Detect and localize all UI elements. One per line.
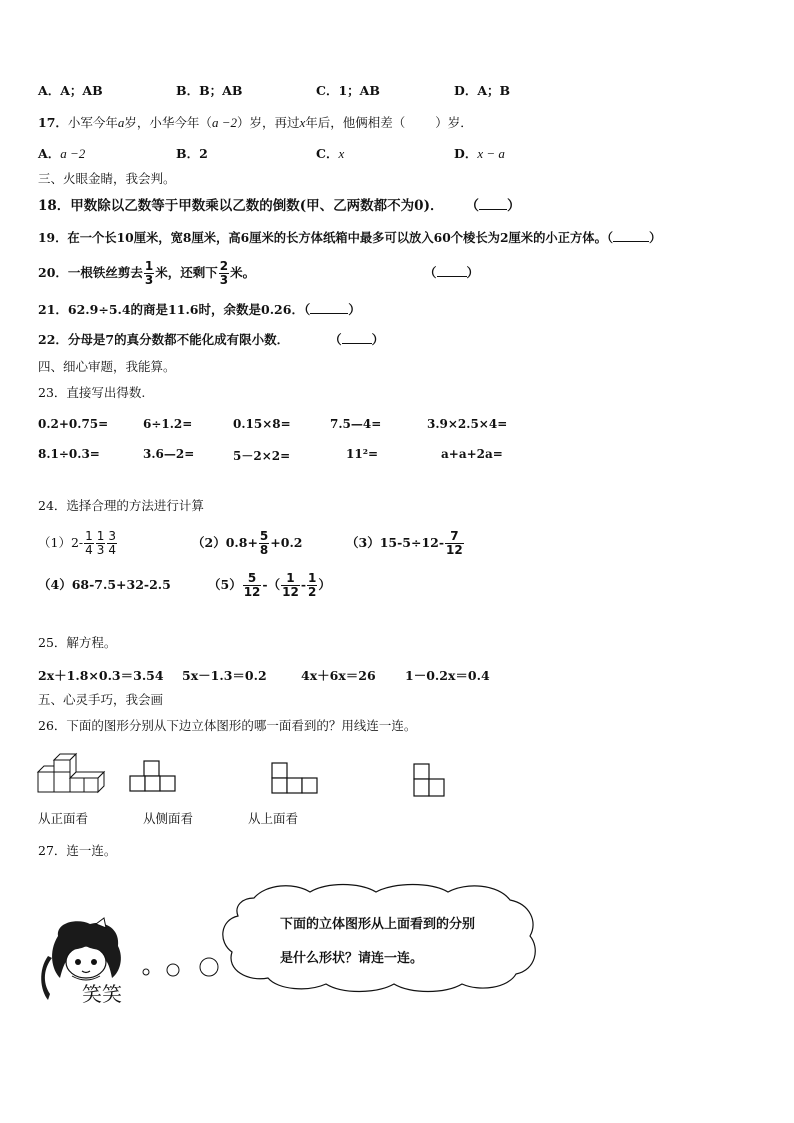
view-shape-b	[272, 762, 318, 794]
q24-p5-f2-num: 1	[281, 572, 300, 586]
q24-part-1	[38, 528, 118, 558]
q17-text-3: ）岁，再过	[236, 115, 300, 130]
q23-r2-c5: a+a+2a=	[441, 447, 503, 461]
q16-option-a: A．A；AB	[38, 83, 103, 98]
q23-r1-c4: 7.5—4=	[330, 417, 382, 431]
character-name-label: 笑笑	[82, 982, 122, 1006]
q21-question	[38, 301, 361, 319]
q24-p5-fraction-2	[281, 572, 300, 599]
q23-r2-c1: 8.1÷0.3=	[38, 447, 100, 461]
q22-close-paren: ）	[371, 332, 385, 347]
q24-p2-num: 5	[259, 529, 269, 543]
q24-p5-mid: -（	[262, 577, 281, 592]
q24-p2-fraction	[259, 530, 269, 557]
solid-figure	[36, 754, 102, 796]
section-4-heading: 四、细心审题，我能算。	[38, 359, 176, 374]
q17-option-c-label: C．	[316, 146, 339, 161]
q24-part-3	[346, 528, 465, 558]
q24-p3-den: 12	[446, 543, 463, 557]
q24-part-5	[208, 568, 331, 602]
q20-fraction-1-denominator: 3	[144, 273, 154, 287]
q17-expr: a −2	[211, 115, 237, 130]
q20-question	[38, 260, 255, 287]
q23-r2-c2: 3.6—2=	[143, 447, 195, 461]
q17-option-c	[316, 145, 344, 163]
q18-text: 18．甲数除以乙数等于甲数乘以乙数的倒数(甲、乙两数都不为0)．	[38, 198, 444, 214]
q18-open-paren: （	[465, 198, 479, 214]
q20-text-3: 米。	[230, 265, 256, 280]
q24-p1-f1-den: 4	[85, 543, 93, 557]
q24-p1-f2-num: 1	[96, 529, 105, 543]
q24-p5-dash: -	[300, 577, 307, 592]
q27-title: 27．连一连。	[38, 843, 117, 858]
q20-fraction-2	[219, 260, 229, 287]
q24-p5-close: ）	[318, 577, 331, 592]
q23-r2-c3: 5－2×2=	[233, 449, 291, 463]
q21-answer-blank[interactable]	[310, 313, 348, 314]
q24-p5-fraction-3	[307, 572, 317, 599]
thought-circles	[140, 954, 222, 980]
q20-close-paren: ）	[466, 265, 480, 280]
section-3-heading: 三、火眼金睛，我会判。	[38, 171, 176, 186]
q16-option-c: C．1；AB	[316, 83, 380, 98]
q24-p1-f3-num: 3	[108, 529, 117, 543]
q24-p3-fraction	[445, 530, 464, 557]
q20-fraction-2-numerator: 2	[219, 259, 229, 273]
q18-close-paren: ）	[506, 198, 521, 214]
view-shape-a	[130, 760, 176, 792]
q22-question	[38, 331, 384, 349]
q24-title: 24．选择合理的方法进行计算	[38, 498, 204, 513]
q24-p5-f2-den: 12	[282, 585, 299, 599]
q20-open-paren: （	[424, 265, 437, 280]
q17-text-2: 岁，小华今年（	[124, 115, 212, 130]
q25-eq-1: 2x＋1.8×0.3＝3.54	[38, 668, 164, 683]
q17-option-c-value: x	[338, 146, 345, 161]
q17-question	[38, 114, 473, 132]
q22-open-paren: （	[329, 332, 342, 347]
q17-option-a	[38, 145, 85, 163]
label-side-view: 从侧面看	[143, 811, 194, 826]
q17-text-4: 年后，他俩相差（	[305, 115, 406, 130]
q23-title: 23．直接写出得数.	[38, 385, 146, 400]
q24-p3-label: （3）15-5÷12-	[346, 535, 445, 550]
q24-p1-fraction-1	[84, 530, 94, 557]
q22-answer-blank[interactable]	[342, 343, 372, 344]
q22-text: 22．分母是7的真分数都不能化成有限小数．	[38, 332, 290, 347]
q17-text-1: 小军今年	[67, 115, 118, 130]
label-front-view: 从正面看	[38, 811, 89, 826]
q20-fraction-2-denominator: 3	[219, 273, 229, 287]
q24-p1-f2-den: 3	[96, 543, 105, 557]
q24-p1-fraction-2	[96, 530, 106, 557]
q17-option-d-value: x − a	[477, 146, 505, 161]
q24-p3-num: 7	[445, 530, 464, 544]
q25-title: 25．解方程。	[38, 635, 117, 650]
q17-option-a-label: A．	[38, 146, 61, 161]
q24-p5-f3-num: 1	[308, 571, 317, 585]
q20-fraction-1	[144, 260, 154, 287]
q19-answer-blank[interactable]	[613, 241, 649, 242]
q18-question	[38, 197, 520, 215]
view-shape-c	[414, 762, 446, 798]
q25-eq-4: 1－0.2x＝0.4	[405, 668, 490, 683]
q17-option-d-label: D．	[454, 146, 478, 161]
q24-p2-tail: +0.2	[270, 535, 303, 550]
q19-question	[38, 229, 661, 247]
q20-text-1: 20．一根铁丝剪去	[38, 265, 143, 280]
bubble-text-line-2: 是什么形状？请连一连。	[280, 951, 424, 966]
q21-close-paren: ）	[348, 302, 361, 317]
q17-option-b: B．2	[176, 146, 208, 161]
section-5-heading: 五、心灵手巧，我会画	[38, 692, 164, 707]
q24-p1-label: （1）2-	[38, 535, 84, 550]
q24-part-4: （4）68-7.5+32-2.5	[38, 577, 171, 592]
q24-p5-f1-num: 5	[243, 572, 262, 586]
q23-r1-c5: 3.9×2.5×4=	[427, 417, 508, 431]
q24-p5-f3-den: 2	[308, 585, 317, 599]
q24-p1-f1-num: 1	[85, 529, 93, 543]
q24-p1-fraction-3	[107, 530, 117, 557]
q20-answer-blank[interactable]	[437, 276, 467, 277]
q24-part-2	[192, 528, 303, 558]
q23-r1-c3: 0.15×8=	[233, 417, 291, 431]
q24-p5-f1-den: 12	[243, 585, 261, 599]
label-top-view: 从上面看	[248, 811, 299, 826]
q17-var-x: x	[299, 115, 306, 130]
q23-r1-c2: 6÷1.2=	[143, 417, 193, 431]
q17-option-a-value: a −2	[60, 146, 86, 161]
q24-p5-label: （5）	[208, 577, 242, 592]
q23-r2-c4: 11²=	[346, 447, 379, 461]
q19-text: 19．在一个长10厘米，宽8厘米，高6厘米的长方体纸箱中最多可以放入60个棱长为2厘米的小正方体。（	[38, 230, 614, 245]
q17-number: 17．	[38, 115, 68, 130]
q17-text-5: ）岁．	[435, 115, 473, 130]
q25-eq-2: 5x－1.3＝0.2	[182, 668, 267, 683]
q19-close-paren: ）	[649, 230, 662, 245]
bubble-text-line-1: 下面的立体图形从上面看到的分别	[280, 917, 476, 932]
q26-question: 26．下面的图形分别从下边立体图形的哪一面看到的？用线连一连。	[38, 718, 417, 733]
q16-option-b: B．B；AB	[176, 83, 243, 98]
q24-p5-fraction-1	[243, 572, 262, 599]
speech-cloud	[218, 882, 542, 994]
q24-p2-label: （2）0.8+	[192, 535, 258, 550]
q23-r1-c1: 0.2+0.75=	[38, 417, 109, 431]
q20-text-2: 米，还剩下	[155, 265, 218, 280]
q25-eq-3: 4x＋6x＝26	[301, 668, 376, 683]
q16-option-d: D．A；B	[454, 83, 511, 98]
q20-fraction-1-numerator: 1	[144, 259, 154, 273]
q21-text: 21．62.9÷5.4的商是11.6时，余数是0.26．（	[38, 302, 311, 317]
q18-answer-blank[interactable]	[479, 209, 507, 210]
q17-option-d	[454, 145, 505, 163]
q17-var-a: a	[117, 115, 125, 130]
q24-p1-f3-den: 4	[108, 543, 117, 557]
q24-p2-den: 8	[259, 543, 269, 557]
q20-answer	[424, 264, 479, 282]
